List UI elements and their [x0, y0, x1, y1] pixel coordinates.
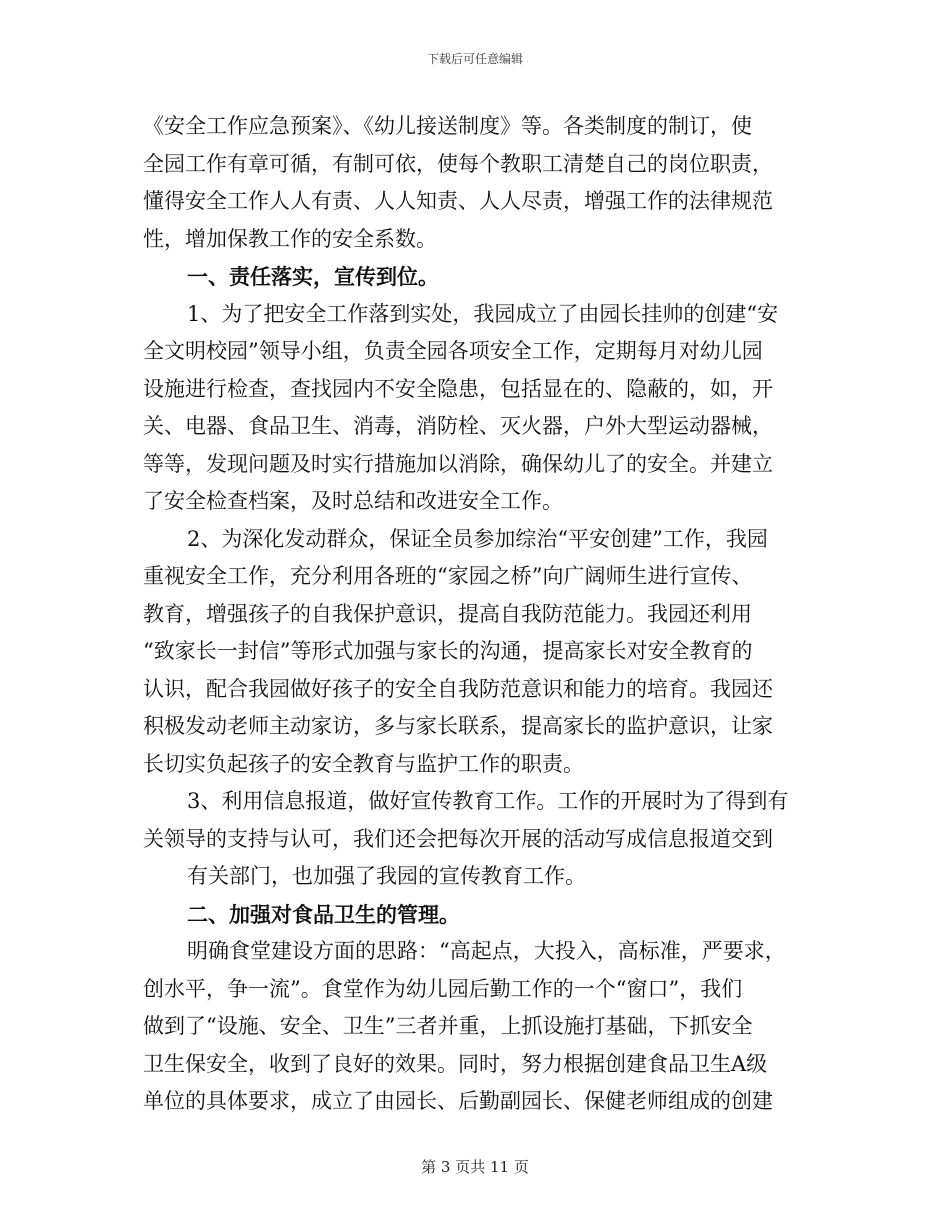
- section-heading: 一、责任落实，宣传到位。: [187, 264, 439, 289]
- page-header: 下载后可任意编辑: [426, 52, 523, 66]
- paragraph-line: 关、电器、食品卫生、消毒，消防栓、灭火器，户外大型运动器械，: [143, 414, 773, 438]
- paragraph-line: 积极发动老师主动家访，多与家长联系，提高家长的监护意识，让家: [143, 714, 773, 738]
- paragraph-line: “致家长一封信”等形式加强与家长的沟通，提高家长对安全教育的: [143, 639, 753, 663]
- paragraph-line: 性，增加保教工作的安全系数。: [143, 226, 437, 251]
- paragraph-line: 3、利用信息报道，做好宣传教育工作。工作的开展时为了得到有: [187, 789, 789, 813]
- paragraph-line: 设施进行检查，查找园内不安全隐患，包括显在的、隐蔽的，如，开: [143, 376, 773, 401]
- paragraph-line: 懂得安全工作人人有责、人人知责、人人尽责，增强工作的法律规范: [143, 189, 773, 213]
- section-heading: 二、加强对食品卫生的管理。: [187, 901, 460, 927]
- paragraph-line: 重视安全工作，充分利用各班的“家园之桥”向广阔师生进行宣传、: [143, 564, 753, 588]
- paragraph-line: 了安全检查档案，及时总结和改进安全工作。: [143, 489, 563, 513]
- paragraph-line: 单位的具体要求，成立了由园长、后勤副园长、保健老师组成的创建: [143, 1089, 773, 1113]
- paragraph-line: 全文明校园”领导小组，负责全园各项安全工作，定期每月对幼儿园: [143, 339, 763, 363]
- document-body: [143, 108, 807, 1121]
- paragraph-line: 等等，发现问题及时实行措施加以消除，确保幼儿了的安全。并建立: [143, 451, 773, 476]
- page-footer: 第 3 页共 11 页: [421, 1158, 529, 1176]
- paragraph-line: 做到了“设施、安全、卫生”三者并重，上抓设施打基础，下抓安全: [143, 1014, 753, 1038]
- paragraph-line: 有关部门，也加强了我园的宣传教育工作。: [187, 864, 586, 888]
- paragraph-line: 全园工作有章可循，有制可依，使每个教职工清楚自己的岗位职责，: [143, 151, 773, 176]
- paragraph-line: 2、为深化发动群众，保证全员参加综治“平安创建”工作，我园: [187, 526, 768, 551]
- paragraph-line: 《安全工作应急预案》、《幼儿接送制度》等。各类制度的制订，使: [143, 114, 752, 138]
- paragraph-line: 教育，增强孩子的自我保护意识，提高自我防范能力。我园还利用: [143, 601, 752, 626]
- paragraph-line: 卫生保安全，收到了良好的效果。同时，努力根据创建食品卫生A级: [143, 1051, 768, 1076]
- paragraph-line: 认识，配合我园做好孩子的安全自我防范意识和能力的培育。我园还: [143, 676, 773, 701]
- paragraph-line: 长切实负起孩子的安全教育与监护工作的职责。: [143, 751, 584, 776]
- paragraph-line: 明确食堂建设方面的思路：“高起点，大投入，高标准，严要求，: [187, 939, 786, 963]
- paragraph-line: 1、为了把安全工作落到实处，我园成立了由园长挂帅的创建“安: [187, 301, 779, 326]
- paragraph-line: 关领导的支持与认可，我们还会把每次开展的活动写成信息报道交到: [143, 826, 773, 851]
- paragraph-line: 创水平，争一流”。食堂作为幼儿园后勤工作的一个“窗口”，我们: [143, 976, 743, 1001]
